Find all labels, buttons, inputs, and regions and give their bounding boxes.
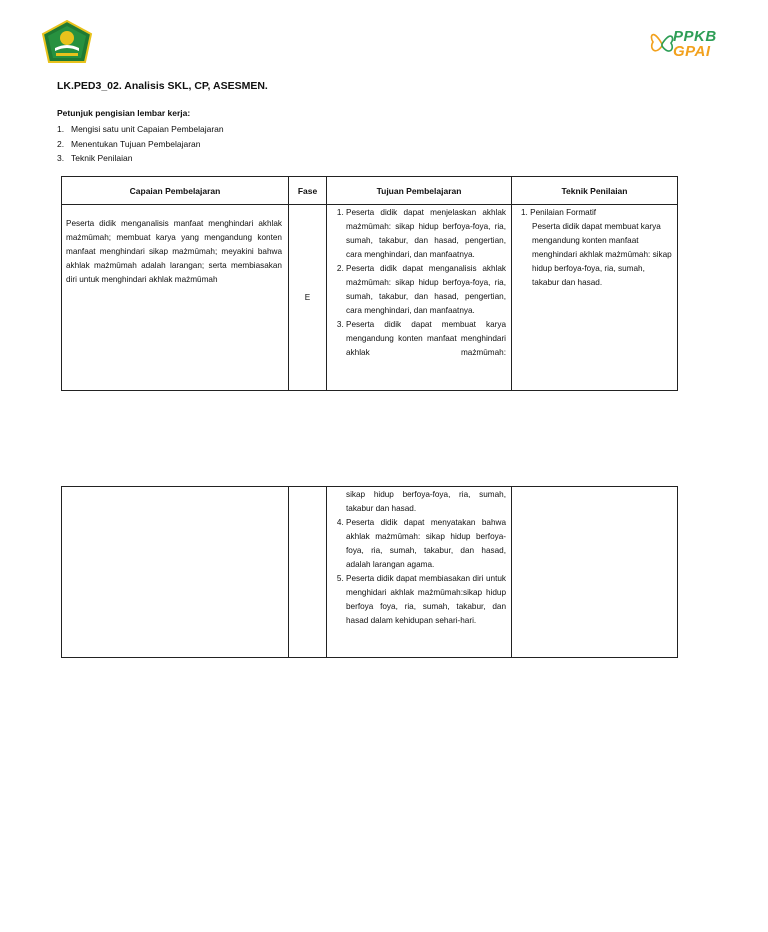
teknik-cell-empty [512,487,678,658]
kemenag-logo [41,20,93,64]
table-header-row [62,177,678,205]
worksheet-table-continued [61,486,678,658]
teknik-label: 1. Penilaian Formatif [521,208,597,217]
header-fase: Fase [289,177,327,205]
logo-text-gpai: GPAI [673,43,711,60]
header-tujuan: Tujuan Pembelajaran [327,177,512,205]
document-title: LK.PED3_02. Analisis SKL, CP, ASESMEN. [57,80,268,92]
logo-text-ppkb: PPKB [673,28,717,45]
fase-cell: E [289,205,327,391]
tujuan-item: 1. Peserta didik dapat menjelaskan akhlak mażmūmah: sikap hidup berfoya-foya, ria, sumah, takabur, dan hasad, pengertian, cara menghindari, dan manfaatnya. [346,206,506,262]
worksheet-table [61,176,678,391]
teknik-cell [512,205,678,391]
tujuan-continuation: sikap hidup berfoya-foya, ria, sumah, takabur dan hasad. [346,490,506,513]
capaian-cell-empty [62,487,289,658]
tujuan-item: 5. Peserta didik dapat membiasakan diri untuk menghidari akhlak mażmūmah:sikap hidup berfoya foya, ria, sumah, takabur, dan hasad dalam kehidupan sehari-hari. [346,572,506,628]
instructions-list [57,122,224,166]
fase-cell-empty [289,487,327,658]
instruction-item: 2. Menentukan Tujuan Pembelajaran [57,138,201,149]
header-teknik: Teknik Penilaian [512,177,678,205]
table-row [62,205,678,391]
tujuan-item: 2. Peserta didik dapat menganalisis akhlak mażmūmah: sikap hidup berfoya-foya, ria, sumah, takabur, dan hasad, pengertian, cara menghindari, dan manfaatnya. [346,262,506,318]
teknik-content [512,205,677,290]
teknik-text: Peserta didik dapat membuat karya mengandung konten manfaat menghindari akhlak mażmūmah: sikap hidup berfoya-foya, ria, sumah, takabur dan hasad. [532,222,672,287]
instructions-title: Petunjuk pengisian lembar kerja: [57,108,191,118]
tujuan-item: 3. Peserta didik dapat membuat karya mengandung konten manfaat menghindari akhlak mażmūmah: [346,318,506,360]
instruction-item: 3. Teknik Penilaian [57,153,133,163]
capaian-cell [62,205,289,391]
table-row [62,487,678,658]
tujuan-cell [327,205,512,391]
tujuan-item: 4. Peserta didik dapat menyatakan bahwa akhlak mażmūmah: sikap hidup berfoya-foya, ria, sumah, takabur, dan hasad, adalah larangan agama. [346,516,506,572]
header-capaian: Capaian Pembelajaran [62,177,289,205]
capaian-text: Peserta didik menganalisis manfaat menghindari akhlak mażmūmah; membuat karya yang mengandung konten manfaat menghindari sikap mażmūmah; meyakini bahwa akhlak mażmūmah adalah larangan; serta membiasakan diri untuk menghindari akhlak mażmūmah [66,219,282,284]
ppkb-gpai-logo [649,26,721,64]
tujuan-cell [327,487,512,658]
butterfly-icon [649,26,675,62]
tujuan-list [327,205,511,360]
instruction-item: 1. Mengisi satu unit Capaian Pembelajaran [57,124,224,134]
tujuan-list [327,516,511,628]
